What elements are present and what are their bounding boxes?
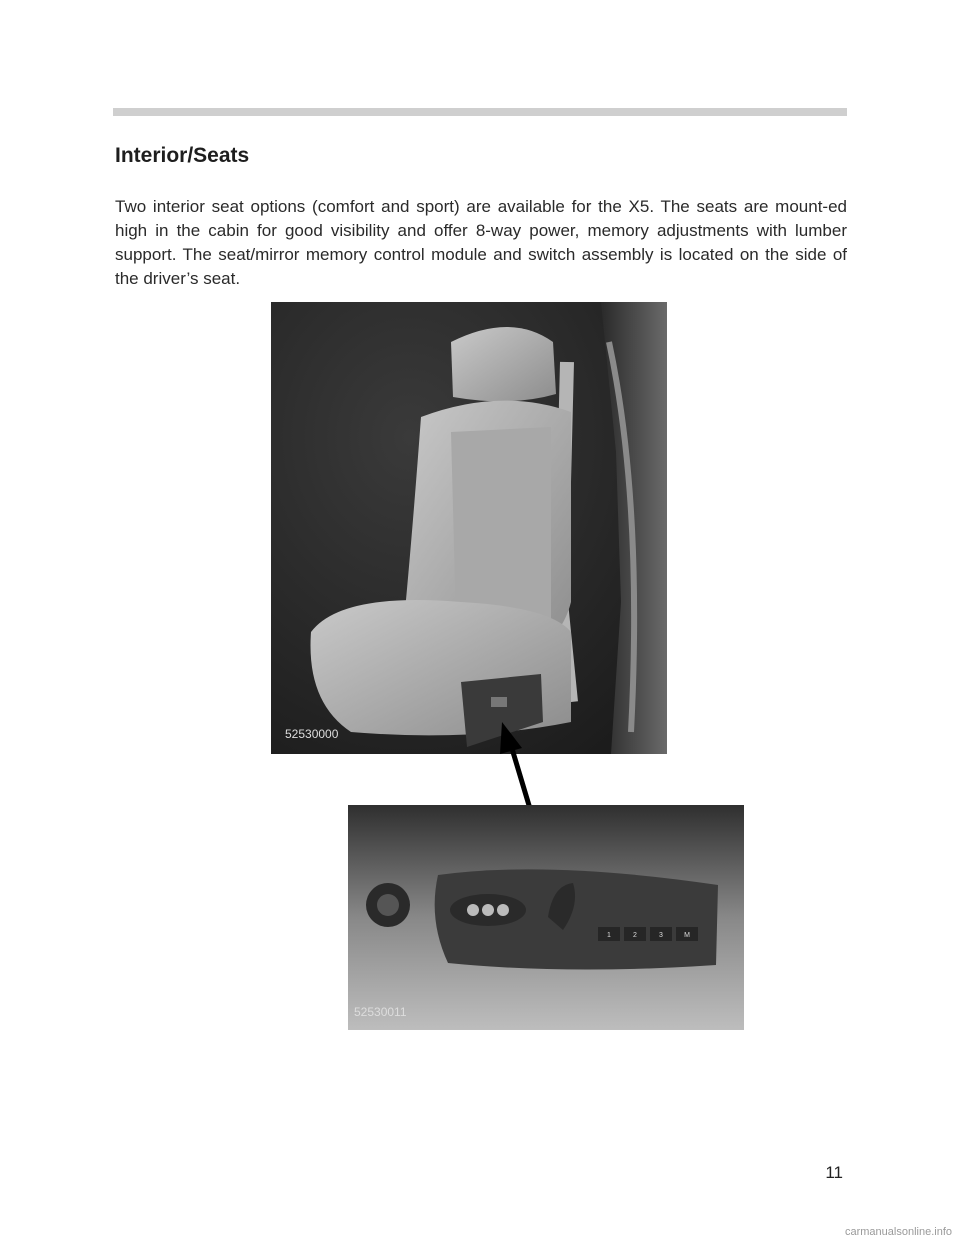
memory-button-2: 2 xyxy=(633,932,637,939)
section-body: Two interior seat options (comfort and sport) are available for the X5. The seats are mount-ed high in the cabin for good visibility and offer 8-way power, memory adjustments with lumber support. The seat/mirror memory control module and switch assembly is located on the side of the driver’s seat. xyxy=(115,197,847,288)
photo-caption: 52530000 xyxy=(285,727,339,741)
section-title: Interior/Seats xyxy=(115,144,250,167)
footer-watermark: carmanualsonline.info xyxy=(844,1226,952,1238)
switch-panel-photo xyxy=(348,805,744,1030)
seat-switch-panel-photo-icon xyxy=(348,805,744,1030)
car-seat-photo-icon xyxy=(271,302,667,754)
photo-caption: 52530011 xyxy=(354,1005,407,1019)
memory-button-m: M xyxy=(684,932,690,939)
header-rule xyxy=(113,108,847,116)
page-number: 11 xyxy=(825,1163,843,1182)
seat-photo xyxy=(271,302,667,754)
memory-button-1: 1 xyxy=(607,932,611,939)
memory-button-3: 3 xyxy=(659,932,663,939)
